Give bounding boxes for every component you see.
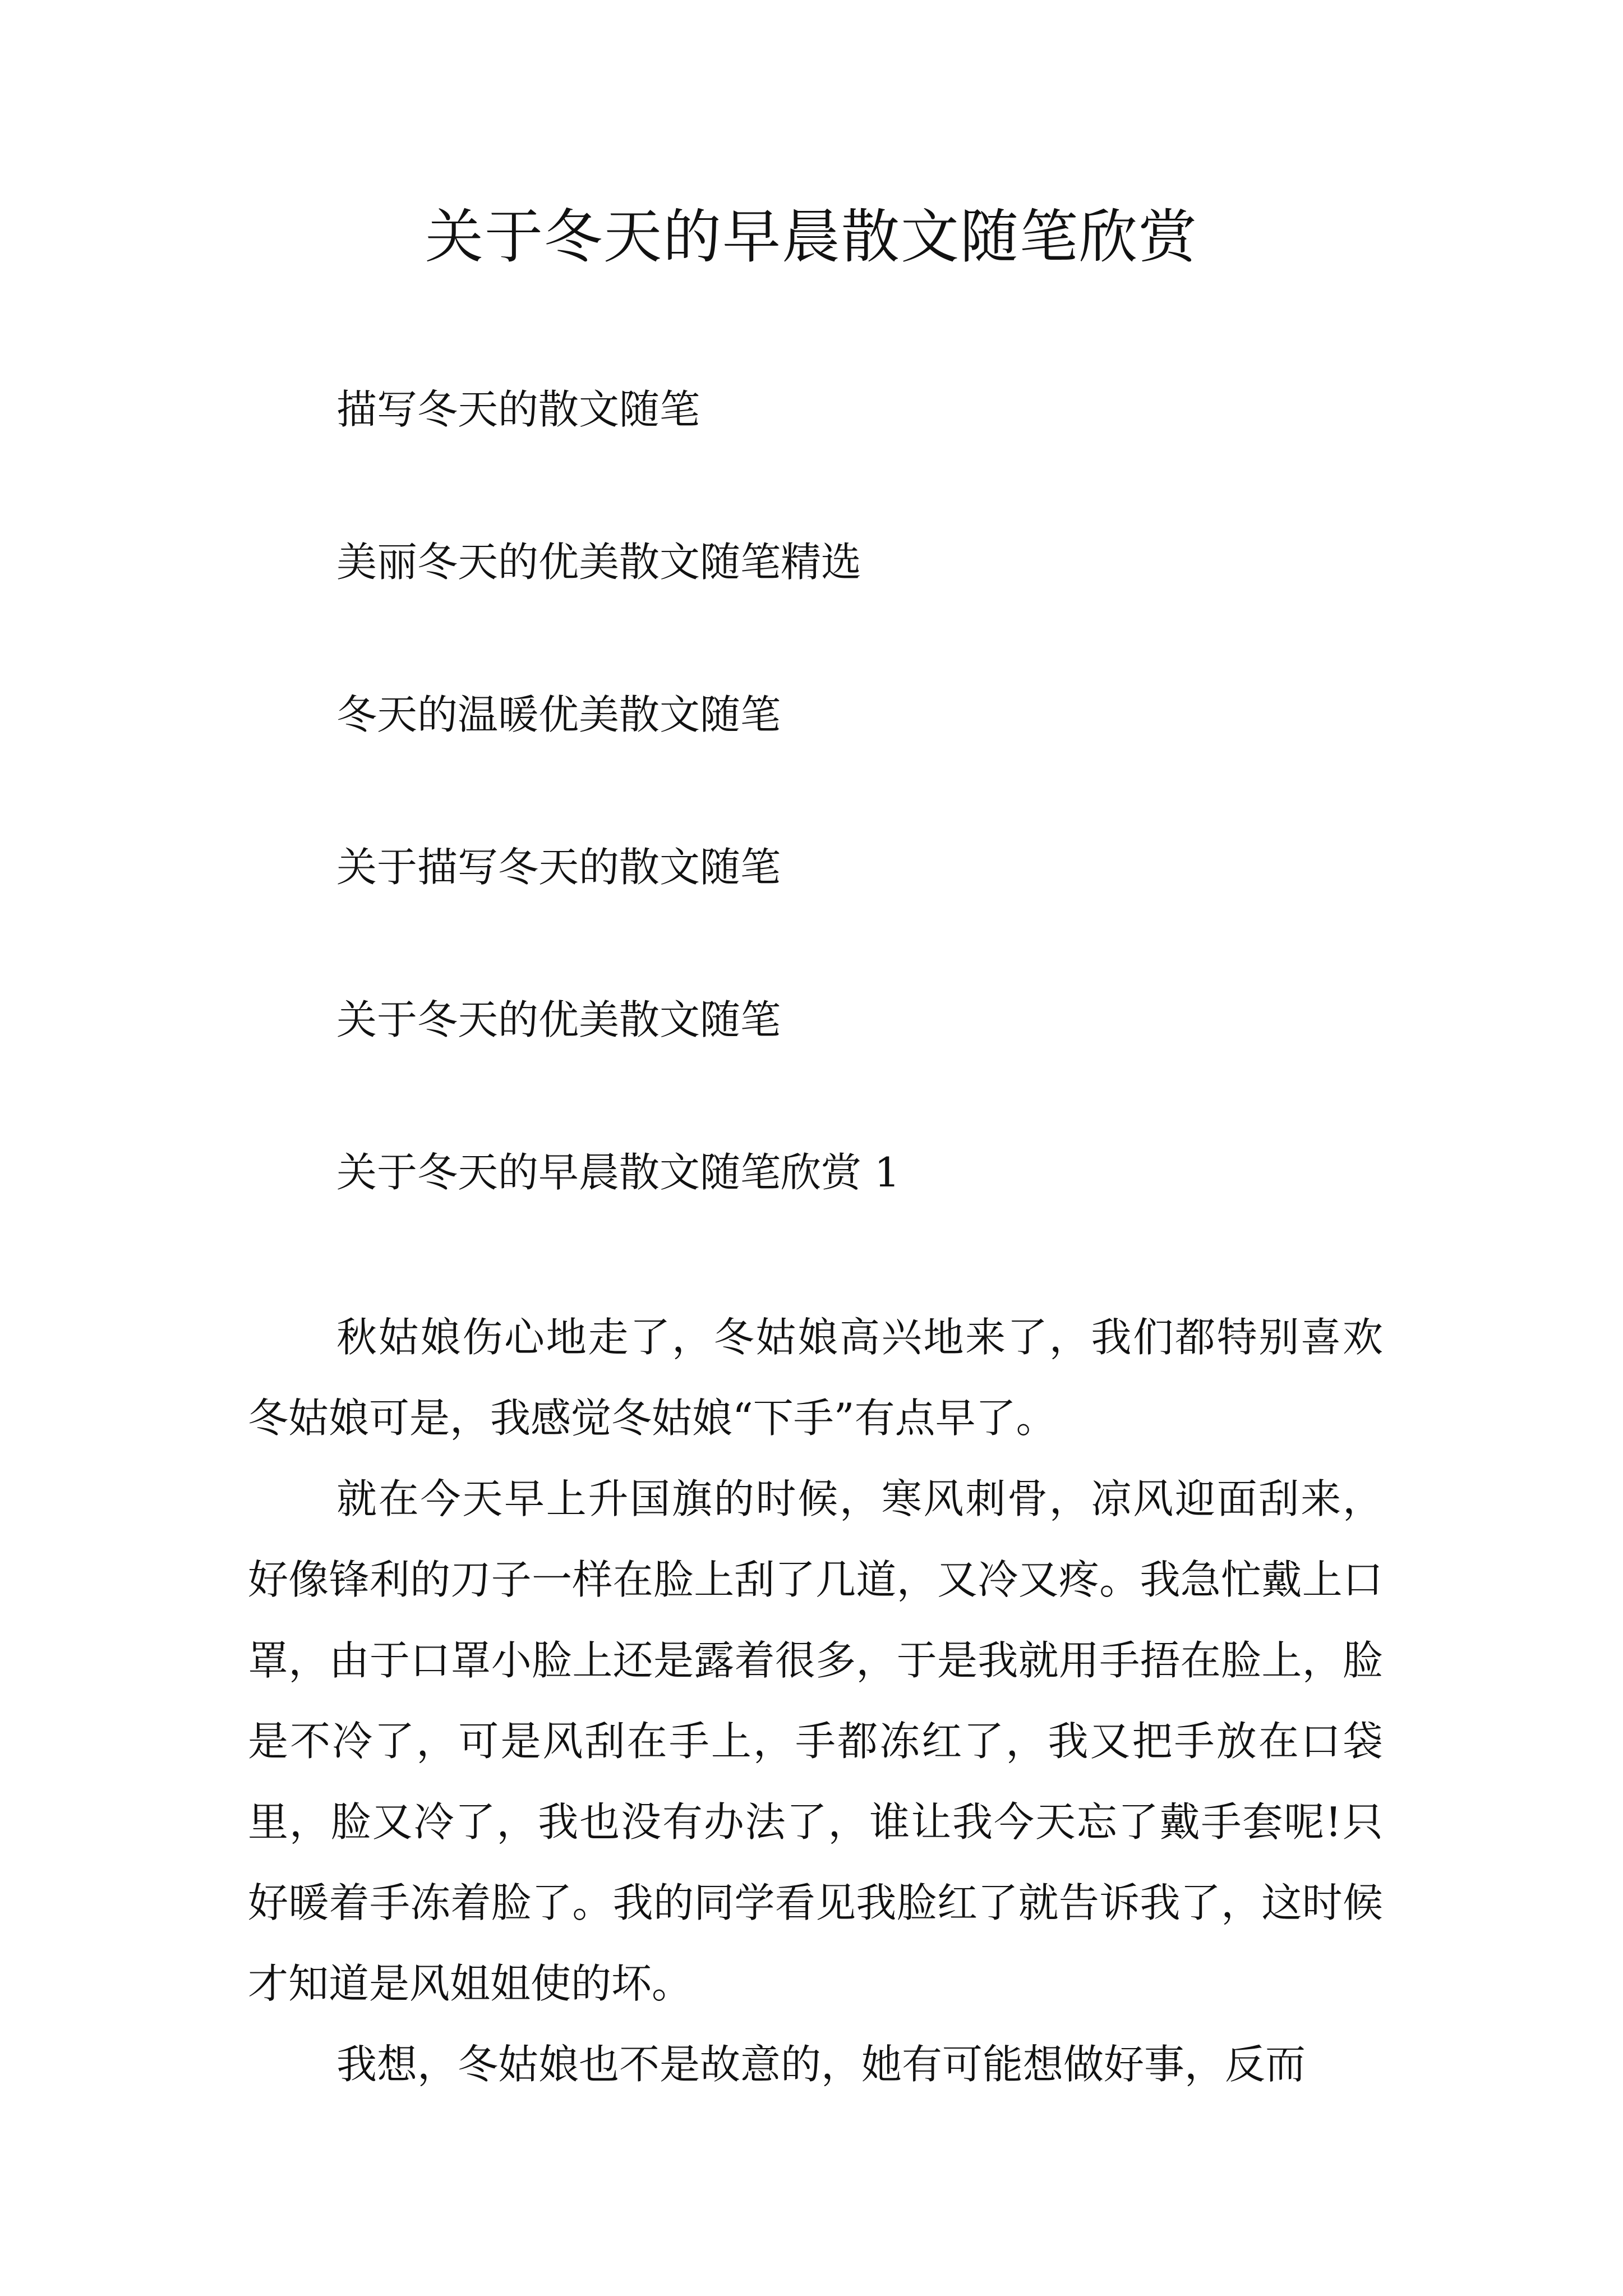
toc-item: 关于冬天的早晨散文随笔欣赏 1 — [336, 1149, 900, 1196]
paragraph: 秋姑娘伤心地走了，冬姑娘高兴地来了，我们都特别喜欢冬姑娘可是，我感觉冬姑娘“下手”有点早了。 — [248, 1314, 1383, 1442]
toc-item: 冬天的温暖优美散文随笔 — [336, 691, 781, 738]
toc-item: 美丽冬天的优美散文随笔精选 — [336, 539, 862, 586]
body-text — [248, 1297, 1383, 2105]
paragraph: 我想，冬姑娘也不是故意的，她有可能想做好事，反而 — [336, 2041, 1306, 2088]
toc-item: 关于冬天的优美散文随笔 — [336, 996, 781, 1043]
toc-item: 描写冬天的散文随笔 — [336, 386, 700, 433]
table-of-contents — [336, 381, 1458, 1297]
document-title: 关于冬天的早晨散文随笔欣赏 — [425, 203, 1198, 271]
paragraph: 就在今天早上升国旗的时候，寒风刺骨，凉风迎面刮来，好像锋利的刀子一样在脸上刮了几道，又冷又疼。我急忙戴上口罩，由于口罩小脸上还是露着很多，于是我就用手捂在脸上，脸是不冷了，可是风刮在手上，手都冻红了，我又把手放在口袋里，脸又冷了，我也没有办法了，谁让我今天忘了戴手套呢!只好暖着手冻着脸了。我的同学看见我脸红了就告诉我了，这时候才知道是风姐姐使的坏。 — [248, 1475, 1383, 2007]
toc-item: 关于描写冬天的散文随笔 — [336, 844, 781, 891]
